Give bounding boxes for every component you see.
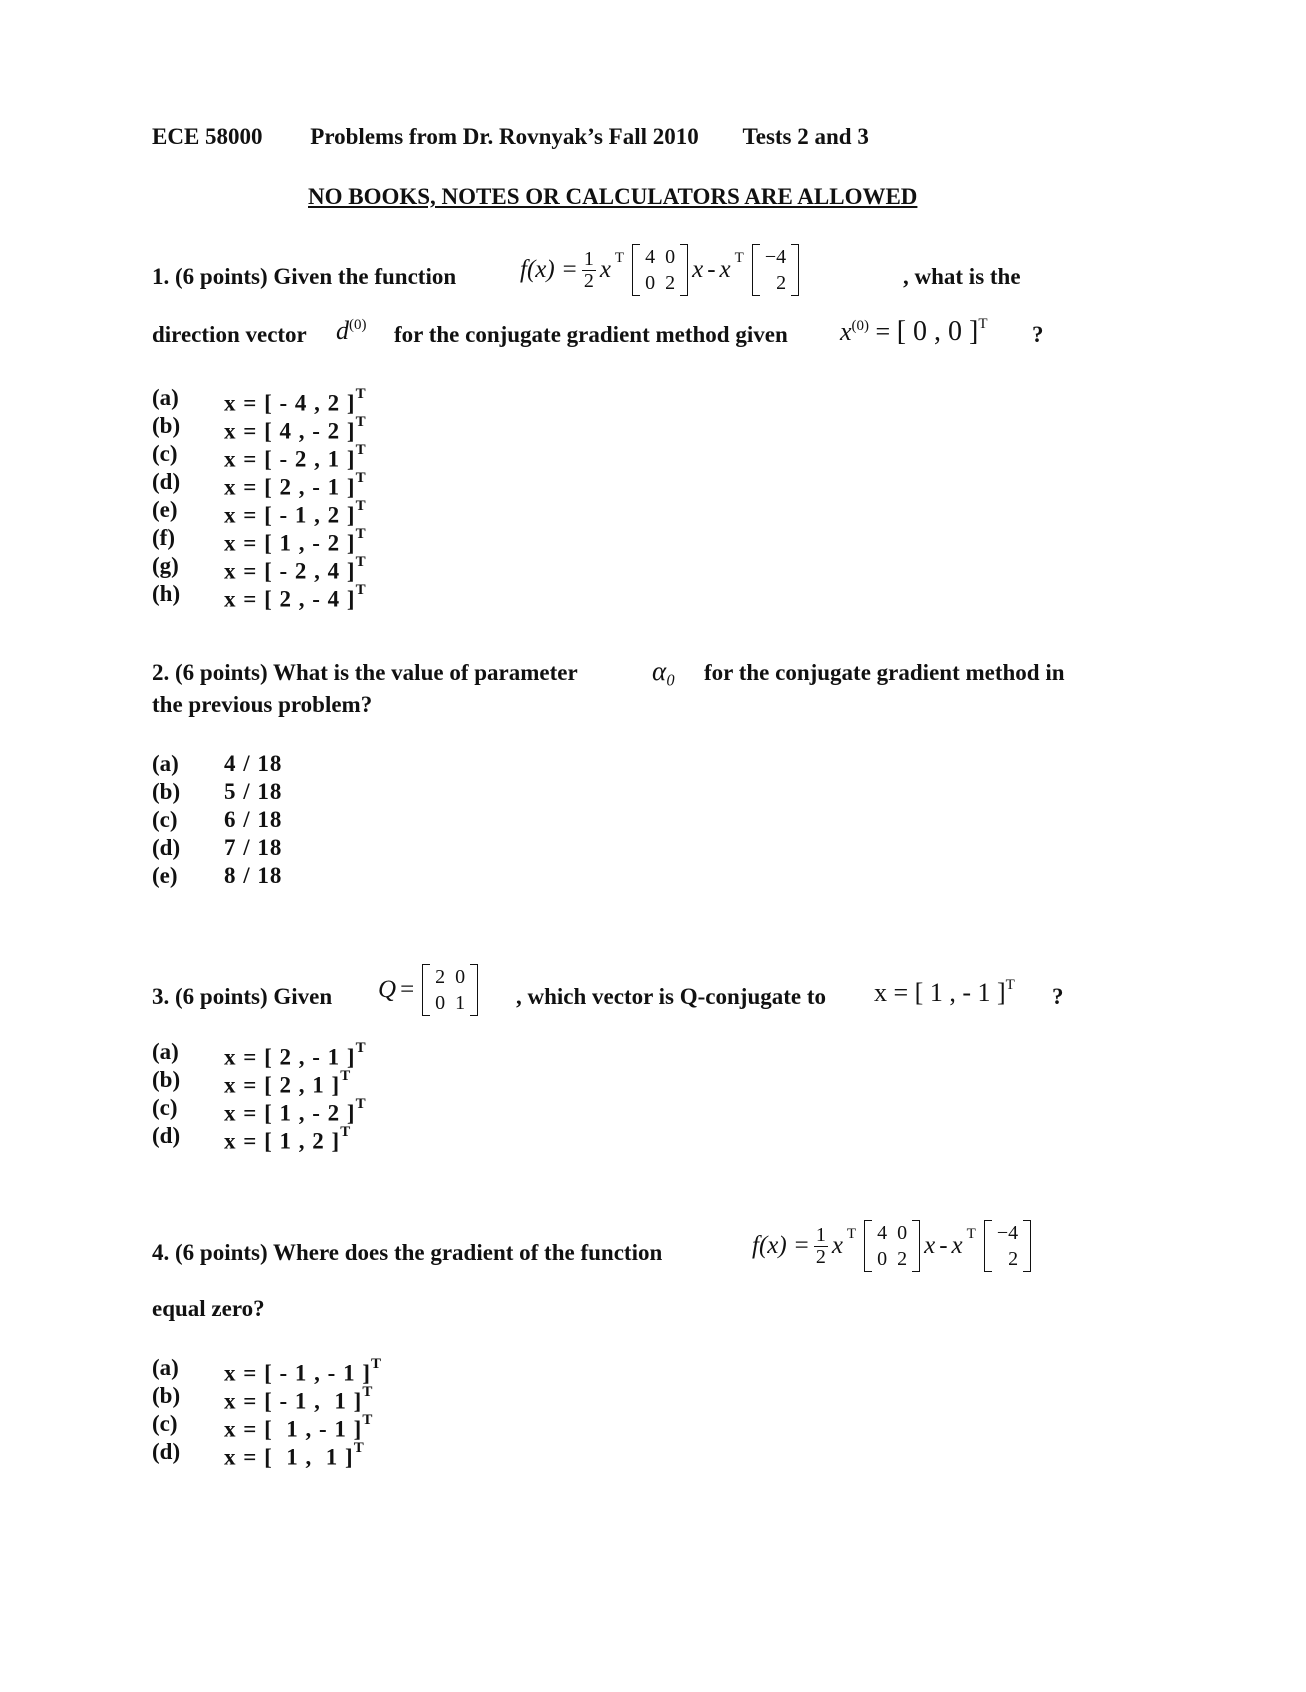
vector-b: −4 2 (752, 244, 799, 296)
q1-line2-b: for the conjugate gradient method given (394, 322, 788, 347)
q4-options (152, 1354, 472, 1470)
notice: NO BOOKS, NOTES OR CALCULATORS ARE ALLOWED (308, 184, 918, 209)
half-fraction (582, 249, 596, 292)
x-var: x (719, 256, 731, 283)
option-item[interactable]: (d) 7 / 18 (152, 835, 283, 860)
q3-matrix-Q: Q = 2 0 0 1 (378, 964, 482, 1016)
q1-question-mark: ? (1032, 322, 1044, 347)
q1-tail: , what is the (903, 264, 1021, 289)
option-item[interactable]: (h) x = [ 2 , - 4 ]$^T$ (152, 581, 367, 612)
alpha0: α₀ (652, 656, 676, 686)
option-item[interactable]: (f) x = [ 1 , - 2 ]$^T$ (152, 525, 367, 556)
frac-num: 1 (583, 247, 594, 270)
q1-label: 1. (6 points) Given the function (152, 264, 457, 289)
q4-line2: equal zero? (152, 1296, 265, 1321)
option-item[interactable]: (b) 5 / 18 (152, 779, 283, 804)
q1-function (520, 244, 803, 296)
fx: f(x) = (520, 256, 578, 283)
option-item[interactable]: (a) x = [ - 1 , - 1 ]$^T$ (152, 1355, 383, 1386)
option-item[interactable]: (a) x = [ - 4 , 2 ]$^T$ (152, 385, 367, 416)
matrix-A: 4 0 0 2 (632, 244, 688, 296)
option-item[interactable]: (d) x = [ 1 , 2 ]$^T$ (152, 1123, 352, 1154)
option-item[interactable]: (e) 8 / 18 (152, 863, 283, 888)
q4-function: f(x) = $\frac{1}{2}$ x T 4 0 0 2 x - x T −4 2 (752, 1220, 1035, 1272)
option-item[interactable]: (c) x = [ 1 , - 1 ]$^T$ (152, 1411, 374, 1442)
option-item[interactable]: (g) x = [ - 2 , 4 ]$^T$ (152, 553, 367, 584)
minus: - (707, 256, 716, 283)
q2-options (152, 750, 452, 890)
q3-label: 3. (6 points) Given (152, 984, 333, 1009)
q1-options (152, 384, 452, 612)
option-item[interactable]: (c) 6 / 18 (152, 807, 283, 832)
x-var: x (692, 256, 704, 283)
q2-line2: the previous problem? (152, 692, 373, 717)
option-item[interactable]: (d) x = [ 2 , - 1 ]$^T$ (152, 469, 367, 500)
transpose: T (734, 249, 744, 266)
option-item[interactable]: (b) x = [ 4 , - 2 ]$^T$ (152, 413, 367, 444)
q3-tail: , which vector is Q-conjugate to (516, 984, 827, 1009)
course-code: ECE 58000 (152, 124, 263, 149)
x0-given: $x^{(0)}$ = [ 0 , 0 ]$^T$ (840, 316, 988, 347)
option-item[interactable]: (a) x = [ 2 , - 1 ]$^T$ (152, 1039, 367, 1070)
option-item[interactable]: (e) x = [ - 1 , 2 ]$^T$ (152, 497, 367, 528)
d0: $d^{(0)}$ (336, 316, 367, 345)
document-title: Problems from Dr. Rovnyak’s Fall 2010 (310, 124, 699, 149)
option-item[interactable]: (c) x = [ 1 , - 2 ]$^T$ (152, 1095, 367, 1126)
frac-den: 2 (583, 269, 594, 292)
option-item[interactable]: (b) x = [ 2 , 1 ]$^T$ (152, 1067, 352, 1098)
option-item[interactable]: (c) x = [ - 2 , 1 ]$^T$ (152, 441, 367, 472)
q1-line2-a: direction vector (152, 322, 307, 347)
q3-vector: x = [ 1 , - 1 ]$^T$ (874, 977, 1015, 1007)
option-item[interactable]: (a) 4 / 18 (152, 751, 283, 776)
matrix-Q: 2 0 0 1 (422, 964, 478, 1016)
matrix-A: 4 0 0 2 (864, 1220, 920, 1272)
tests-label: Tests 2 and 3 (742, 124, 869, 149)
q2-label: 2. (6 points) What is the value of parameter (152, 660, 578, 685)
q4-label: 4. (6 points) Where does the gradient of the function (152, 1240, 663, 1265)
option-item[interactable]: (b) x = [ - 1 , 1 ]$^T$ (152, 1383, 374, 1414)
q3-options (152, 1038, 452, 1154)
q3-question-mark: ? (1052, 984, 1064, 1009)
vector-b: −4 2 (984, 1220, 1031, 1272)
option-item[interactable]: (d) x = [ 1 , 1 ]$^T$ (152, 1439, 365, 1470)
x-var: x (599, 256, 611, 283)
transpose: T (614, 249, 625, 266)
q2-tail: for the conjugate gradient method in (704, 660, 1065, 685)
header-line (152, 124, 869, 150)
